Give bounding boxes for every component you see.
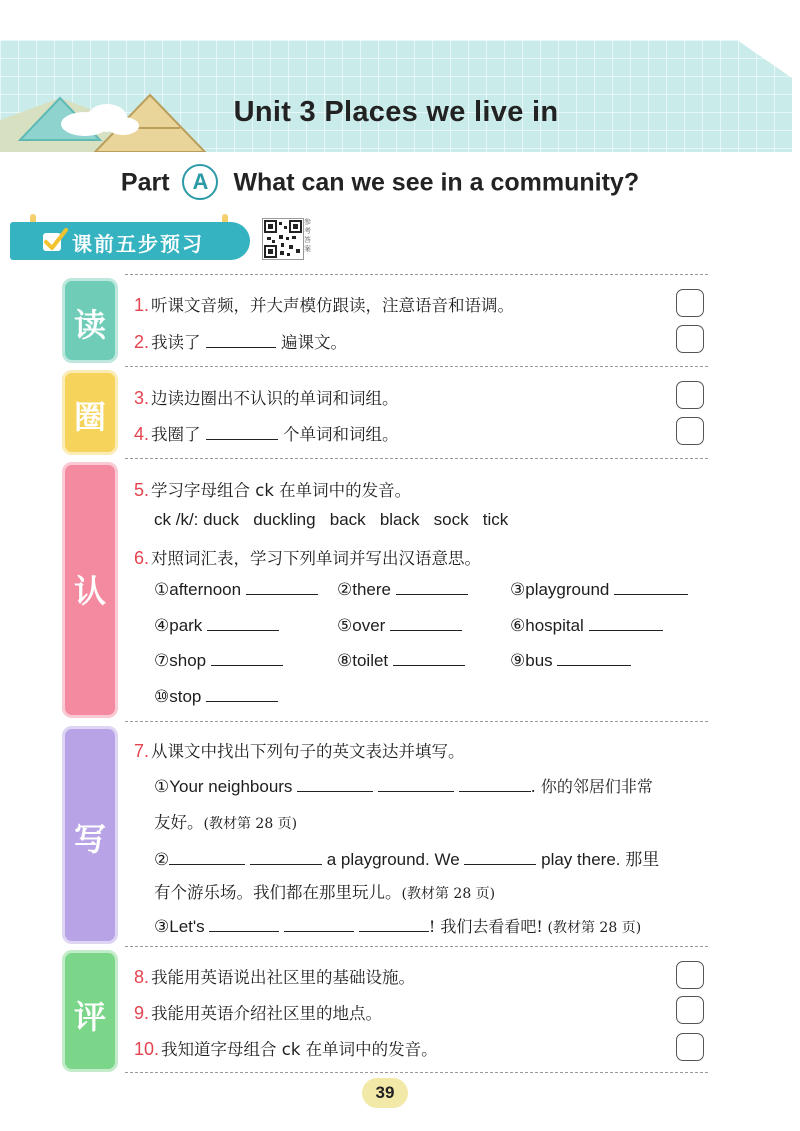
fill-blank[interactable] [589,629,663,631]
vocab-word: ⑦shop [154,651,283,671]
step-char: 圈 [73,398,106,436]
item-6: 6. 对照词汇表，学习下列单词并写出汉语意思。 [134,548,482,568]
item-1: 1. 听课文音频，并大声模仿跟读，注意语音和语调。 [134,295,515,315]
item-7: 7. 从课文中找出下列句子的英文表达并填写。 [134,741,465,761]
fill-blank[interactable] [378,790,454,792]
part-letter-badge: A [182,164,218,200]
vocab-word: ②there [337,580,468,600]
fill-blank[interactable] [557,664,631,666]
qr-answer-label: 参考答案 [304,218,311,253]
sentence-1-cont: 友好。(教材第 28 页) [154,813,298,832]
fill-blank[interactable] [206,438,278,440]
checkbox-item-9[interactable] [676,996,704,1024]
sentence-1: ①Your neighbours . 你的邻居们非常 [154,777,653,796]
fill-blank[interactable] [390,629,462,631]
qr-code-icon[interactable] [262,218,304,260]
step-char: 评 [73,998,106,1036]
fill-blank[interactable] [250,863,322,865]
page-number: 39 [375,1083,395,1102]
divider [125,458,708,459]
sentence-2-cont: 有个游乐场。我们都在那里玩儿。(教材第 28 页) [154,883,496,902]
item-8: 8. 我能用英语说出社区里的基础设施。 [134,967,416,987]
ck-words-line: ck /k/: duck duckling back black sock tick [154,510,509,529]
item-4: 4. 我圈了 个单词和词组。 [134,424,399,444]
fill-blank[interactable] [459,790,531,792]
fill-blank[interactable] [359,930,429,932]
divider [125,946,708,947]
item-9: 9. 我能用英语介绍社区里的地点。 [134,1003,383,1023]
fill-blank[interactable] [297,790,373,792]
step-block-recognize [62,462,118,718]
fill-blank[interactable] [206,346,276,348]
part-heading [0,166,760,202]
fill-blank[interactable] [207,629,279,631]
vocab-word: ③playground [510,580,688,600]
preview-tag-label: 课前五步预习 [72,232,204,256]
item-2: 2. 我读了 遍课文。 [134,332,348,352]
step-block-evaluate [62,950,118,1072]
fill-blank[interactable] [169,863,245,865]
checkbox-item-8[interactable] [676,961,704,989]
divider [125,274,708,275]
checkbox-item-10[interactable] [676,1033,704,1061]
step-block-read [62,278,118,363]
vocab-word: ④park [154,616,279,636]
sentence-2: ② a playground. We play there. 那里 [154,850,660,869]
vocab-word: ⑨bus [510,651,631,671]
item-5: 5. 学习字母组合 ck 在单词中的发音。 [134,480,412,500]
fill-blank[interactable] [464,863,536,865]
fill-blank[interactable] [614,593,688,595]
step-char: 写 [73,820,106,858]
fill-blank[interactable] [396,593,468,595]
fill-blank[interactable] [393,664,465,666]
vocab-word: ①afternoon [154,580,318,600]
checkbox-item-2[interactable] [676,325,704,353]
page-curl-corner [737,40,792,78]
fill-blank[interactable] [211,664,283,666]
step-char: 读 [73,306,106,344]
checkmark-icon [38,224,70,256]
fill-blank[interactable] [246,593,318,595]
part-label: Part [120,168,170,197]
divider [125,1072,708,1073]
fill-blank[interactable] [284,930,354,932]
vocab-word: ⑥hospital [510,616,663,636]
divider [125,366,708,367]
fill-blank[interactable] [206,700,278,702]
vocab-word: ⑧toilet [337,651,465,671]
checkbox-item-3[interactable] [676,381,704,409]
sentence-3: ③Let's ! 我们去看看吧! (教材第 28 页) [154,917,642,936]
unit-title: Unit 3 Places we live in [233,96,559,128]
step-block-circle [62,370,118,455]
item-10: 10. 我知道字母组合 ck 在单词中的发音。 [134,1039,438,1059]
vocab-word: ⑤over [337,616,462,636]
checkbox-item-4[interactable] [676,417,704,445]
step-block-write [62,726,118,944]
vocab-word: ⑩stop [154,687,278,707]
item-3: 3. 边读边圈出不认识的单词和词组。 [134,388,399,408]
part-title: What can we see in a community? [233,168,640,197]
step-char: 认 [73,572,106,610]
checkbox-item-1[interactable] [676,289,704,317]
divider [125,721,708,722]
fill-blank[interactable] [209,930,279,932]
